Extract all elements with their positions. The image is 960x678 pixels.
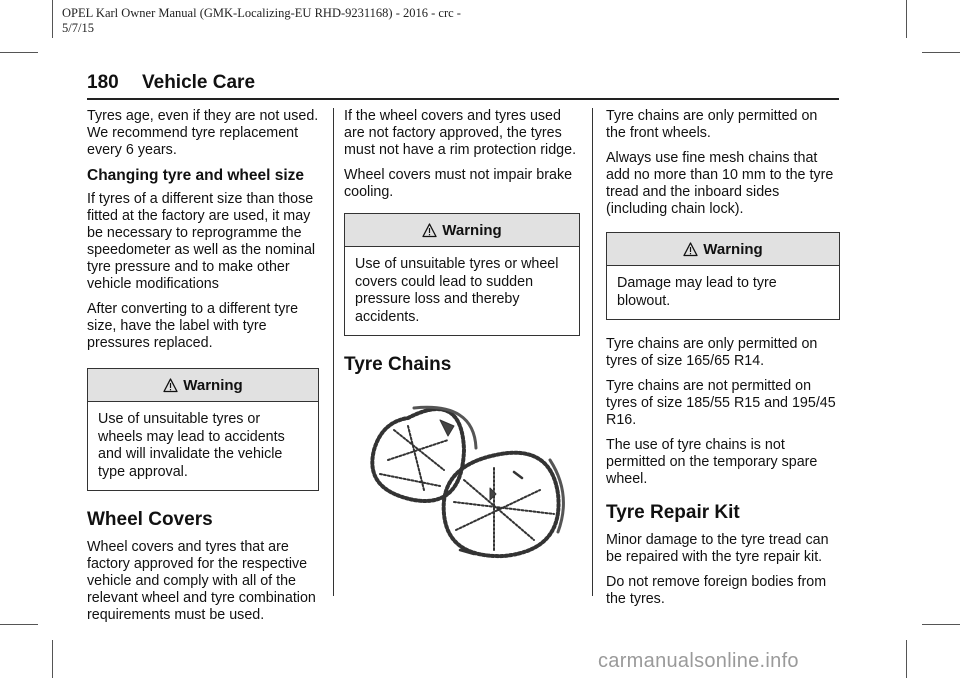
warning-icon bbox=[422, 223, 437, 238]
section-title: Vehicle Care bbox=[142, 72, 256, 93]
column-3 bbox=[606, 108, 840, 616]
warning-box bbox=[606, 232, 840, 320]
header-rule bbox=[87, 98, 839, 100]
warning-title: Warning bbox=[703, 240, 763, 258]
page-number: 180 bbox=[87, 72, 119, 93]
document-header-date: 5/7/15 bbox=[62, 21, 94, 35]
column-divider bbox=[333, 108, 334, 596]
crop-mark bbox=[922, 52, 960, 53]
warning-title: Warning bbox=[442, 221, 502, 239]
crop-mark bbox=[52, 0, 53, 38]
warning-box bbox=[87, 368, 319, 491]
warning-icon bbox=[163, 378, 178, 393]
warning-title: Warning bbox=[183, 376, 243, 394]
paragraph: The use of tyre chains is not permitted on the temporary spare wheel. bbox=[606, 437, 818, 487]
document-header bbox=[62, 6, 502, 36]
warning-header bbox=[345, 214, 579, 247]
crop-mark bbox=[906, 0, 907, 38]
paragraph: Always use fine mesh chains that add no more than 10 mm to the tyre tread and the inboard sides (including chain lock). bbox=[606, 150, 834, 217]
crop-mark bbox=[906, 640, 907, 678]
paragraph: Tyre chains are only permitted on tyres of size 165/65 R14. bbox=[606, 336, 818, 369]
paragraph: Minor damage to the tyre tread can be repaired with the tyre repair kit. bbox=[606, 532, 829, 565]
paragraph: Wheel covers must not impair brake cooling. bbox=[344, 167, 573, 200]
warning-text: Use of unsuitable tyres or wheel covers could lead to sudden pressure loss and thereby accidents. bbox=[355, 256, 559, 325]
crop-mark bbox=[922, 624, 960, 625]
paragraph: After converting to a different tyre size, have the label with tyre pressures replaced. bbox=[87, 301, 299, 351]
paragraph: Tyre chains are only permitted on the front wheels. bbox=[606, 108, 818, 141]
heading-tyre-chains: Tyre Chains bbox=[344, 354, 452, 375]
warning-box bbox=[344, 213, 580, 336]
paragraph: Do not remove foreign bodies from the tyres. bbox=[606, 574, 827, 607]
document-header-line: OPEL Karl Owner Manual (GMK-Localizing-EU RHD-9231168) - 2016 - crc - bbox=[62, 6, 461, 20]
warning-header bbox=[88, 369, 318, 402]
column-2 bbox=[344, 108, 580, 570]
warning-header bbox=[607, 233, 839, 266]
heading-wheel-covers: Wheel Covers bbox=[87, 509, 213, 530]
subheading-changing-tyre: Changing tyre and wheel size bbox=[87, 167, 305, 184]
column-divider bbox=[592, 108, 593, 596]
paragraph: If the wheel covers and tyres used are not factory approved, the tyres must not have a rim protection ridge. bbox=[344, 108, 577, 158]
paragraph: If tyres of a different size than those fitted at the factory are used, it may be necessary to reprogramme the speedometer as well as the nominal tyre pressure and to make other vehicle modifications bbox=[87, 191, 316, 292]
crop-mark bbox=[52, 640, 53, 678]
tyre-chains-illustration bbox=[344, 390, 580, 570]
watermark: carmanualsonline.info bbox=[598, 650, 799, 672]
crop-mark bbox=[0, 52, 38, 53]
warning-text: Use of unsuitable tyres or wheels may lead to accidents and will invalidate the vehicle type approval. bbox=[98, 411, 285, 480]
paragraph: Tyres age, even if they are not used. We recommend tyre replacement every 6 years. bbox=[87, 108, 319, 158]
paragraph: Wheel covers and tyres that are factory approved for the respective vehicle and comply with all of the relevant wheel and tyre combination requirements must be used. bbox=[87, 539, 316, 623]
heading-tyre-repair-kit: Tyre Repair Kit bbox=[606, 502, 740, 523]
paragraph: Tyre chains are not permitted on tyres of size 185/55 R15 and 195/45 R16. bbox=[606, 378, 836, 428]
warning-text: Damage may lead to tyre blowout. bbox=[617, 275, 777, 309]
column-1 bbox=[87, 108, 319, 632]
warning-icon bbox=[683, 242, 698, 257]
crop-mark bbox=[0, 624, 38, 625]
